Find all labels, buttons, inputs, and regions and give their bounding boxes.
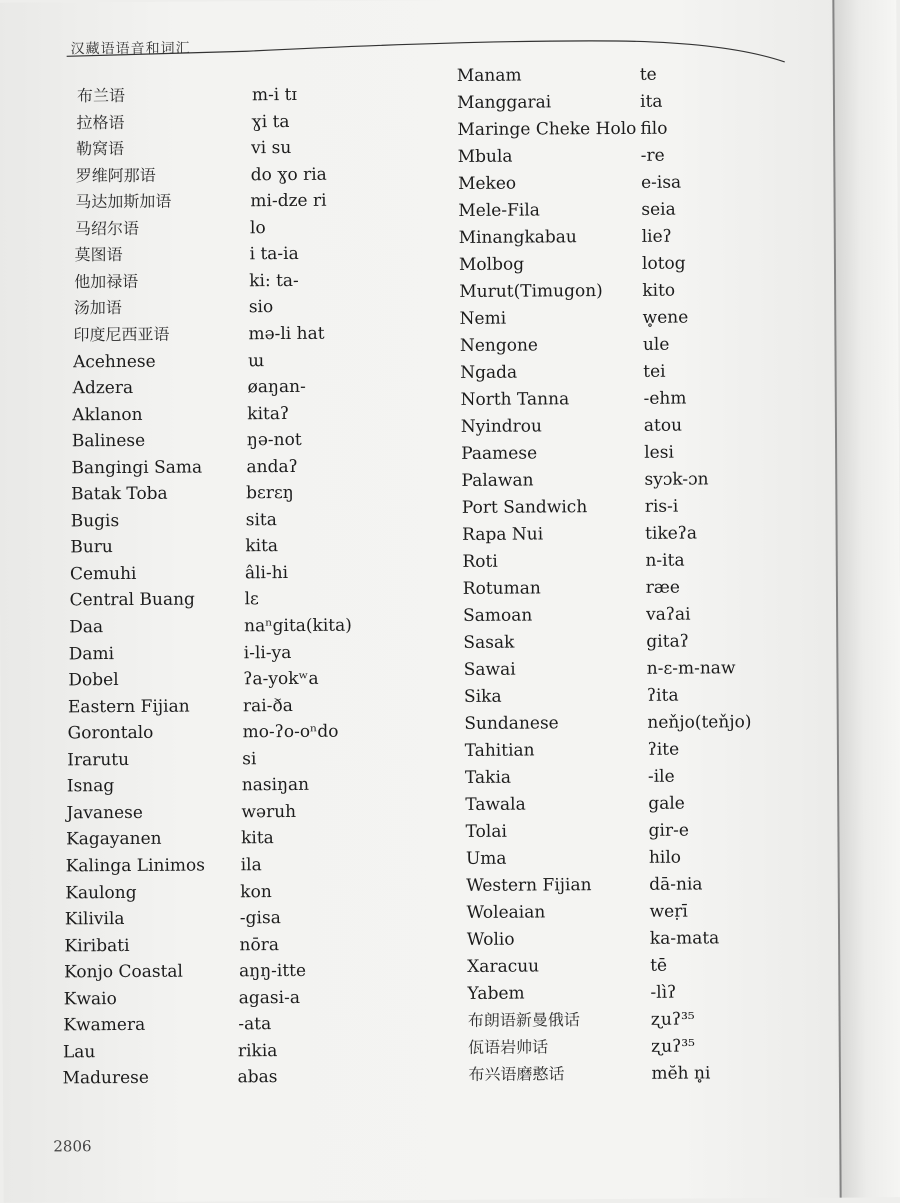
language-name: Mele-Fila bbox=[458, 200, 540, 221]
language-name: Rapa Nui bbox=[462, 524, 544, 545]
word-form: ris-i bbox=[644, 496, 679, 517]
language-name: Maringe Cheke Holo bbox=[457, 118, 637, 140]
language-name: Port Sandwich bbox=[461, 497, 588, 518]
word-form: ɯ bbox=[247, 350, 265, 371]
word-form: kon bbox=[240, 881, 272, 902]
language-name: Nemi bbox=[459, 308, 507, 329]
word-form: andaʔ bbox=[246, 456, 298, 477]
language-name: 他加禄语 bbox=[74, 271, 139, 292]
language-name: Aklanon bbox=[72, 404, 143, 425]
word-form: -gisa bbox=[239, 908, 281, 929]
word-form: -ata bbox=[238, 1014, 272, 1035]
language-name: 佤语岩帅话 bbox=[468, 1037, 549, 1057]
word-form: -ile bbox=[647, 766, 675, 787]
word-form: gir-e bbox=[648, 820, 689, 841]
word-form: m-i tɪ bbox=[251, 84, 297, 106]
word-form: kitaʔ bbox=[247, 403, 290, 424]
language-name: Kwamera bbox=[63, 1015, 146, 1036]
word-form: weṛī bbox=[649, 901, 688, 922]
language-name: Dami bbox=[68, 643, 115, 664]
word-form: i-li-ya bbox=[243, 642, 292, 663]
word-form: lieʔ bbox=[641, 226, 672, 247]
word-form: lɛ bbox=[244, 589, 259, 610]
language-name: Tawala bbox=[465, 794, 526, 815]
language-name: 勒窝语 bbox=[76, 139, 125, 159]
language-name: Kiribati bbox=[64, 935, 130, 956]
word-form: ki: ta- bbox=[249, 270, 299, 292]
word-form: sita bbox=[245, 509, 277, 531]
word-form: kita bbox=[245, 536, 279, 557]
word-form: do ɣo ria bbox=[250, 164, 327, 185]
word-form: filo bbox=[640, 118, 668, 139]
language-name: Murut(Timugon) bbox=[459, 281, 603, 302]
language-name: Madurese bbox=[62, 1068, 149, 1089]
language-name: Palawan bbox=[461, 470, 534, 491]
language-name: Woleaian bbox=[466, 902, 546, 923]
word-form: n-ɛ-m-naw bbox=[646, 658, 736, 679]
language-name: Samoan bbox=[463, 605, 533, 626]
language-name: North Tanna bbox=[460, 389, 570, 410]
language-name: Kwaio bbox=[63, 988, 117, 1010]
language-name: 马绍尔语 bbox=[74, 218, 140, 239]
language-name: Ngada bbox=[460, 362, 518, 383]
word-form: mi-dze ri bbox=[250, 190, 327, 212]
language-name: Eastern Fijian bbox=[67, 696, 190, 717]
language-name: Javanese bbox=[66, 802, 143, 824]
word-form: ʐuʔ³⁵ bbox=[651, 1036, 696, 1057]
language-name: Minangkabau bbox=[458, 227, 577, 248]
language-name: Takia bbox=[464, 767, 512, 788]
language-name: Sasak bbox=[463, 632, 515, 653]
language-name: Western Fijian bbox=[466, 875, 592, 896]
word-form: ʔa-yokʷa bbox=[243, 668, 319, 690]
header-rule-line bbox=[0, 0, 897, 123]
language-name: Sundanese bbox=[464, 713, 559, 734]
word-form: ɣi ta bbox=[251, 111, 290, 132]
word-form: aŋŋ-itte bbox=[239, 961, 307, 982]
word-form: lesi bbox=[644, 442, 674, 463]
language-name: Batak Toba bbox=[71, 483, 168, 505]
word-form: bɛrɛŋ bbox=[246, 483, 294, 504]
word-form: øaŋan- bbox=[247, 376, 306, 398]
language-name: Molbog bbox=[458, 254, 525, 275]
language-name: Kilivila bbox=[64, 909, 125, 930]
word-form: agasi-a bbox=[238, 987, 300, 1008]
language-name: 布兴语磨憨话 bbox=[468, 1064, 565, 1084]
word-form: ʔita bbox=[646, 685, 679, 706]
word-form: -ehm bbox=[643, 388, 687, 409]
word-form: lo bbox=[249, 217, 266, 238]
language-name: 印度尼西亚语 bbox=[73, 324, 170, 345]
word-form: n-ita bbox=[645, 550, 685, 571]
language-name: Dobel bbox=[68, 670, 119, 691]
page-gutter-shadow bbox=[834, 0, 900, 1198]
language-name: Bugis bbox=[70, 510, 120, 532]
language-name: Xaracuu bbox=[467, 956, 540, 977]
word-form: -re bbox=[640, 145, 665, 166]
word-form: ka-mata bbox=[649, 928, 720, 949]
language-name: Sawai bbox=[463, 659, 516, 680]
word-form: nōra bbox=[239, 934, 280, 955]
word-form: nasiŋan bbox=[241, 775, 310, 796]
word-form: kito bbox=[642, 280, 676, 301]
word-form: naⁿgita(kita) bbox=[244, 615, 352, 637]
language-name: Konjo Coastal bbox=[64, 961, 184, 983]
language-name: Lau bbox=[62, 1041, 96, 1063]
word-form: ule bbox=[642, 334, 670, 355]
language-name: Central Buang bbox=[69, 589, 195, 611]
language-name: Wolio bbox=[466, 929, 515, 950]
word-form: hilo bbox=[648, 847, 682, 868]
word-form: vi su bbox=[251, 138, 292, 159]
language-name: Kagayanen bbox=[65, 829, 162, 850]
language-name: Yabem bbox=[467, 983, 525, 1004]
word-form: ita bbox=[640, 91, 663, 112]
language-name: Manam bbox=[456, 65, 522, 86]
language-name: 布朗语新曼俄话 bbox=[467, 1010, 580, 1030]
word-form: gitaʔ bbox=[646, 631, 689, 652]
language-name: Cemuhi bbox=[69, 563, 137, 585]
word-form: dā-nia bbox=[649, 874, 703, 895]
word-form: te bbox=[639, 64, 657, 85]
language-name: Nengone bbox=[459, 335, 539, 356]
language-name: Rotuman bbox=[462, 578, 541, 599]
word-form: atou bbox=[643, 415, 683, 436]
page-number: 2806 bbox=[53, 1137, 92, 1156]
language-name: Paamese bbox=[461, 443, 538, 464]
language-name: Mbula bbox=[457, 146, 513, 167]
language-name: Isnag bbox=[66, 776, 115, 797]
language-name: Irarutu bbox=[67, 749, 130, 771]
word-form: syɔk-ɔn bbox=[644, 469, 709, 490]
language-name: Daa bbox=[69, 617, 104, 638]
word-form: tei bbox=[643, 361, 666, 382]
language-name: Bangingi Sama bbox=[71, 457, 203, 478]
word-form: ŋə-not bbox=[246, 430, 302, 451]
word-form: ræe bbox=[645, 577, 681, 598]
language-name: Tolai bbox=[465, 821, 507, 842]
word-form: sio bbox=[248, 297, 274, 318]
language-name: 马达加斯加语 bbox=[75, 191, 172, 212]
language-name: 罗维阿那语 bbox=[75, 165, 156, 185]
word-form: i ta-ia bbox=[249, 244, 299, 265]
language-name: Kalinga Linimos bbox=[65, 855, 206, 877]
word-form: neňjo(teňjo) bbox=[647, 712, 752, 733]
word-form: tikeʔa bbox=[645, 523, 698, 544]
language-name: Mekeo bbox=[457, 173, 517, 194]
word-form: -lìʔ bbox=[650, 982, 677, 1003]
language-name: Tahitian bbox=[464, 740, 535, 761]
word-form: rai-ða bbox=[242, 695, 293, 716]
word-form: gale bbox=[648, 793, 685, 814]
word-form: vaʔai bbox=[646, 604, 691, 625]
language-name: Roti bbox=[462, 551, 498, 572]
language-name: Kaulong bbox=[65, 882, 137, 903]
word-form: seia bbox=[641, 199, 676, 220]
word-form: mə-li hat bbox=[248, 323, 325, 345]
language-name: Acehnese bbox=[72, 351, 156, 372]
word-form: e-isa bbox=[640, 172, 682, 193]
language-name: Nyindrou bbox=[460, 416, 543, 437]
word-form: si bbox=[242, 748, 257, 770]
word-form: kita bbox=[240, 828, 274, 849]
word-form: mo-ʔo-oⁿdo bbox=[242, 721, 339, 743]
word-form: wəruh bbox=[241, 801, 297, 823]
language-name: Adzera bbox=[72, 377, 134, 399]
language-name: Gorontalo bbox=[67, 723, 154, 744]
word-form: âli-hi bbox=[244, 562, 289, 584]
language-name: 布兰语 bbox=[76, 85, 125, 106]
word-form: ila bbox=[240, 855, 262, 876]
word-form: ʔite bbox=[647, 739, 680, 760]
word-form: mĕh n̥i bbox=[651, 1063, 711, 1084]
language-name: Sika bbox=[463, 686, 502, 707]
word-form: abas bbox=[237, 1067, 278, 1088]
language-name: 莫图语 bbox=[74, 245, 123, 265]
word-form: rikia bbox=[237, 1040, 278, 1062]
word-form: w̥ene bbox=[642, 307, 689, 328]
language-name: Buru bbox=[70, 537, 113, 558]
word-form: lotog bbox=[641, 253, 686, 274]
word-form: ʐuʔ³⁵ bbox=[650, 1009, 695, 1030]
language-name: 拉格语 bbox=[76, 112, 125, 132]
word-form: tē bbox=[650, 955, 668, 976]
running-header-title: 汉藏语语音和词汇 bbox=[70, 40, 191, 58]
language-name: 汤加语 bbox=[73, 298, 122, 318]
language-name: Manggarai bbox=[457, 92, 552, 113]
language-name: Balinese bbox=[71, 430, 146, 452]
language-name: Uma bbox=[465, 848, 507, 869]
